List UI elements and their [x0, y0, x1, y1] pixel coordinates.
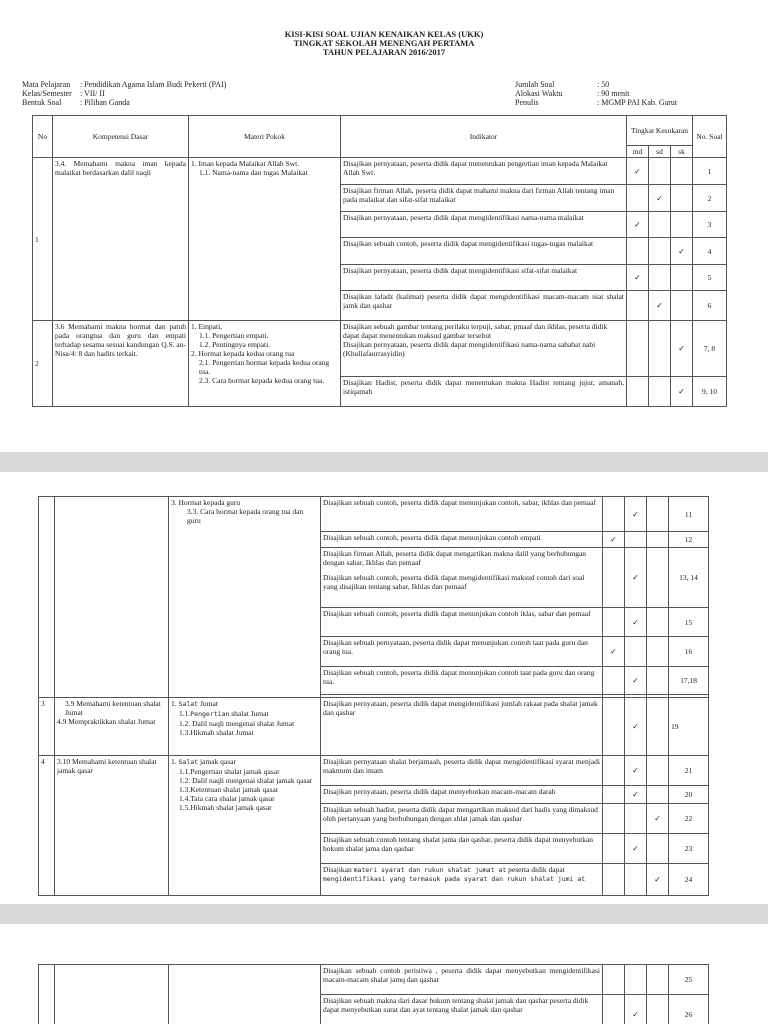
indikator-cell: Disajikan materi syarat dan rukun shalat jumat at peserta didik dapat mengidentifikasi yang termasuk pada syarat dan rukun shalat jumi at — [321, 864, 603, 896]
indikator-cell: Disajikan sebuah contoh, peserta didik dapat menunjukan contoh, sabar, ikhlas dan pemaaf — [321, 497, 603, 532]
header-sk: sk — [671, 146, 693, 158]
indikator-cell: Disajikan pernyataan, peserta didik dapat mengidentifikasi nama-nama malaikat — [341, 212, 627, 238]
soal-number: 24 — [669, 864, 709, 896]
indikator-cell: Disajikan sebuah contoh, peserta didik dapat menunjukan contoh empati — [321, 532, 603, 548]
header-no-soal: No. Soal — [693, 116, 727, 158]
check-md: ✓ — [603, 637, 625, 667]
soal-number: 19 — [669, 698, 709, 756]
indikator-cell: Disajikan sebuah hadist, peserta didik dapat mengartikan maksud dari hadis yang dimaksud oleh pertanyaan yang berhubungan dengan shlat jamak dan qashar — [321, 804, 603, 834]
kompetensi-cell: 3.4. Memahami makna iman kepada malaikat berdasarkan dalil naqli — [53, 158, 189, 321]
check-sd: ✓ — [625, 608, 647, 637]
soal-number: 5 — [693, 265, 727, 291]
soal-number: 1 — [693, 158, 727, 185]
info-kelas: Kelas/Semester : VII/ II — [22, 89, 105, 98]
indikator-cell: Disajikan sebuah gambar tentang perilaku terpuji, sabar, pmaaf dan ikhlas, peserta didik dapat dapat menentukan maksud gambar tersebut Disajikan pernyataan, peserta didik dapat mengidentifikasi nama-nama sahabat nabi (Khullafaurrasyidin) — [341, 321, 627, 377]
indikator-cell: Disajikan sebuah contoh, peserta didik dapat menunjukan contoh taat pada guru dan orang tua. — [321, 667, 603, 695]
doc-title-line-3: TAHUN PELAJARAN 2016/2017 — [322, 47, 446, 57]
header-md: md — [627, 146, 649, 158]
materi-cell: 1. Empati, 1.1. Pengertian empati. 1.2. Pentingnya empati. 2. Hormat kepada kedua orang tua 2.1. Pengertian hormat kepada kedua orang tua. 2.3. Cara hormat kepada kedua orang tua. — [189, 321, 341, 407]
check-sd: ✓ — [649, 291, 671, 321]
row-number: 1 — [33, 158, 53, 321]
document-page-2 — [0, 472, 768, 904]
header-sd: sd — [649, 146, 671, 158]
soal-number: 9, 10 — [693, 377, 727, 407]
info-penulis: Penulis : MGMP PAI Kab. Garut — [515, 98, 678, 107]
check-sk: ✓ — [647, 864, 669, 896]
indikator-cell: Disajikan Hadist, peserta didik dapat menentukan makna Hadist tentang jujur, amanah, istiqamah — [341, 377, 627, 407]
header-tingkat: Tingkat Kesukaran — [627, 116, 693, 146]
kompetensi-cell: 3.9 Memahami ketentuan shalat Jumat 4.9 Mempraktikkan shalat Jumat — [55, 698, 169, 756]
check-sd: ✓ — [625, 995, 647, 1024]
materi-cell: 1. Salat jamak qasar 1.1.Pengertian shalat jamak qasar 1.2. Dalil naqli mengenai shalat jamak qasar 1.3.Ketentuan shalat jamak qasar 1.4.Tata cara shalat jamak qasar 1.5.Hikmah shalat jamak qasar — [169, 756, 321, 896]
row-number: 4 — [39, 756, 55, 896]
document-page-1 — [0, 0, 768, 452]
soal-number: 17,18 — [669, 667, 709, 695]
materi-cell: 3. Hormat kepada guru 3.3. Cara hormat kepada orang tua dan guru — [169, 497, 321, 698]
soal-number: 26 — [669, 995, 709, 1024]
soal-number: 22 — [669, 804, 709, 834]
indikator-cell: Disajikan sebuah contoh tentang shalat jama dan qashar, peserta didik dapat menyebutkan hokum shalat jama dan qashar — [321, 834, 603, 864]
check-sd: ✓ — [625, 667, 647, 695]
indikator-cell: Disajikan firman Allah, peserta didik dapat mengartikan makna dalil yang berhubungan dengan sabar, Ikhlas dan pemaaf Disajikan sebuah contoh, peserta didik dapat mengidentifikasi maksud contoh dari soal yang disajikan tentang sabar, Ikhlas dan pemaaf — [321, 548, 603, 608]
row-number: 3 — [39, 698, 55, 756]
soal-number: 12 — [669, 532, 709, 548]
check-sd: ✓ — [625, 497, 647, 532]
header-no: No — [33, 116, 53, 158]
document-page-3 — [0, 924, 768, 1024]
info-alokasi: Alokasi Waktu : 90 menit — [515, 89, 630, 98]
soal-number: 20 — [669, 786, 709, 804]
row-number: 2 — [33, 321, 53, 407]
indikator-cell: Disajikan pernyataan, peserta didik dapat menentukan pengertian iman kepada Malaikat Allah Swt. — [341, 158, 627, 185]
check-sk: ✓ — [647, 804, 669, 834]
indikator-cell: Disajikan sebuah contoh peristiwa , peserta didik dapat menyebutkan mengidentifikasi macam-macam shalat jamq dan qashar — [321, 965, 603, 995]
soal-number: 11 — [669, 497, 709, 532]
soal-number: 3 — [693, 212, 727, 238]
soal-number: 13, 14 — [669, 548, 709, 608]
soal-number: 25 — [669, 965, 709, 995]
soal-number: 6 — [693, 291, 727, 321]
kisi-table-page-1 — [32, 115, 727, 407]
header-indikator: Indikator — [341, 116, 627, 158]
kompetensi-cell: 3.6 Memahami makna hormat dan patuh pada orangtua dan guru dan empati terhadap sesama sesuai kandungan Q.S. an-Nisa/4: 8 dan hadits terkait. — [53, 321, 189, 407]
check-sd: ✓ — [625, 786, 647, 804]
info-bentuk: Bentuk Soal : Pilihan Ganda — [22, 98, 130, 107]
materi-cell: 1. Iman kepada Malaikat Allah Swt. 1.1. Nama-nama dan tugas Malaikat — [189, 158, 341, 321]
check-sd: ✓ — [625, 834, 647, 864]
check-md: ✓ — [627, 158, 649, 185]
materi-cell: 1. Salat Jumat 1.1.Pengertian shalat Jumat 1.2. Dalil naqli mengenai shalat Jumat 1.3.Hikmah shalat Jumat — [169, 698, 321, 756]
indikator-cell: Disajikan pernyataan, peserta didik dapat mengidentifikasi jumlah rakaat pada shalat jamak dan qashar — [321, 698, 603, 756]
soal-number: 21 — [669, 756, 709, 786]
info-mapel: Mata Pelajaran : Pendidikan Agama Islam Budi Pekerti (PAI) — [22, 80, 227, 89]
indikator-cell: Disajikan sebuah contoh, peserta didik dapat menunjukan contoh iklas, sabar dan pemaaf — [321, 608, 603, 637]
header-kompetensi: Kompetensi Dasar — [53, 116, 189, 158]
indikator-cell: Disajikan pernyataan shalat berjamaah, peserta didik dapat mengidentifikasi syarat menjadi makmum dan imam — [321, 756, 603, 786]
info-jumlah: Jumlah Soal : 50 — [515, 80, 610, 89]
soal-number: 16 — [669, 637, 709, 667]
check-sk: ✓ — [671, 321, 693, 377]
soal-number: 2 — [693, 185, 727, 212]
check-sd: ✓ — [649, 185, 671, 212]
check-sd: ✓ — [625, 548, 647, 608]
check-sk: ✓ — [671, 238, 693, 265]
check-sd: ✓ — [625, 756, 647, 786]
soal-number: 15 — [669, 608, 709, 637]
indikator-cell: Disajikan pernyataan, peserta didik dapat mengidentifikasi sifat-sifat malaikat — [341, 265, 627, 291]
kisi-table-page-2 — [38, 496, 709, 896]
indikator-cell: Disajikan sebuah makna dari dasar hukum tentang shalat jamak dan qashar peserta didik dapat menyebutkan surat dan ayat tentang shalat jamak dan qashar — [321, 995, 603, 1024]
doc-title-line-2: TINGKAT SEKOLAH MENENGAH PERTAMA — [293, 38, 475, 48]
kisi-table-page-3 — [38, 964, 709, 1024]
check-sk: ✓ — [671, 377, 693, 407]
check-md: ✓ — [603, 532, 625, 548]
soal-number: 4 — [693, 238, 727, 265]
check-md: ✓ — [627, 212, 649, 238]
header-materi: Materi Pokok — [189, 116, 341, 158]
indikator-cell: Disajikan lafadz (kalimat) peserta didik dapat mengidentifikasi macam-macam niat shalat jamk dan qashar — [341, 291, 627, 321]
doc-title-line-1: KISI-KISI SOAL UJIAN KENAIKAN KELAS (UKK) — [284, 29, 484, 39]
indikator-cell: Disajikan sebuah pernyataan, peserta didik dapat menunjukan contoh taat pada guru dan orang tua. — [321, 637, 603, 667]
check-md: ✓ — [627, 265, 649, 291]
kompetensi-cell: 3.10 Memahami ketentuan shalat jamak qasar — [55, 756, 169, 896]
check-sd: ✓ — [625, 698, 647, 756]
soal-number: 7, 8 — [693, 321, 727, 377]
soal-number: 23 — [669, 834, 709, 864]
indikator-cell: Disajikan firman Allah, peserta didik dapat mahami makna dari firman Allah tentang iman pada malaikat dan sifat-sifat malaikat — [341, 185, 627, 212]
indikator-cell: Disajikan pernyataan, peserta didik dapat menyebutkan macam-macam darah — [321, 786, 603, 804]
indikator-cell: Disajikan sebuah contoh, peserta didik dapat mengidentifikasi tugas-tugas malaikat — [341, 238, 627, 265]
